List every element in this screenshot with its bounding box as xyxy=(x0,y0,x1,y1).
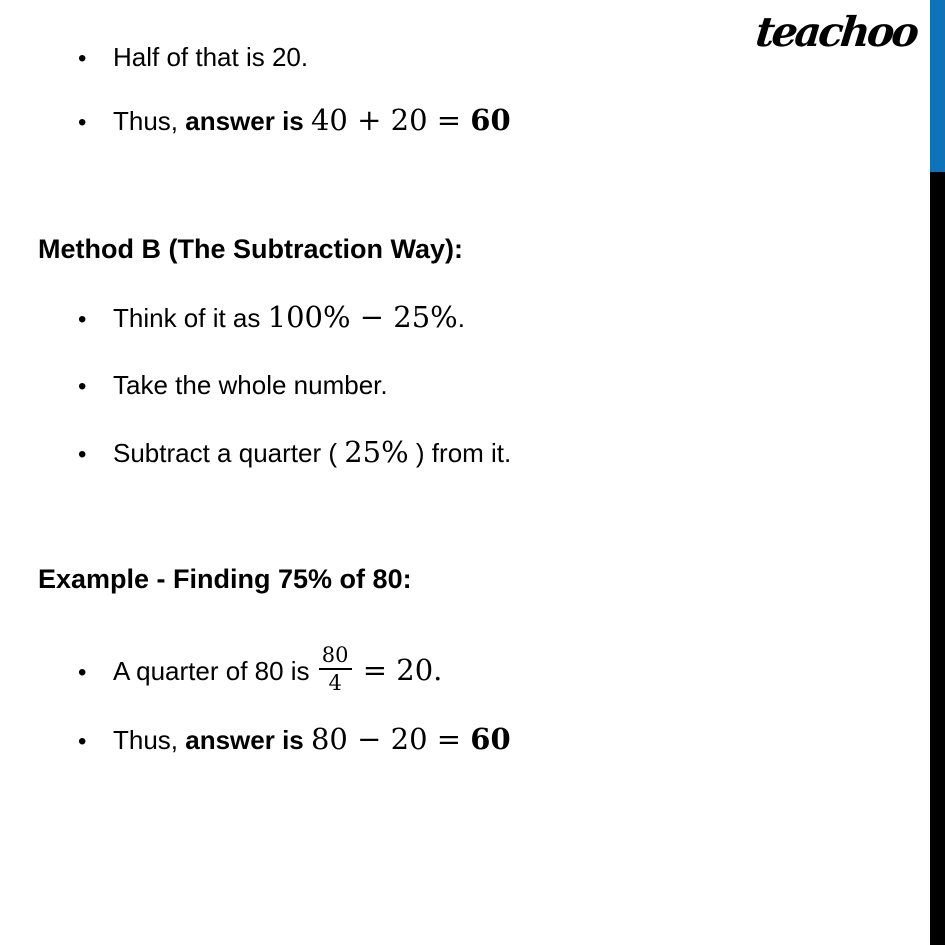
bullet-quarter-of-80 xyxy=(78,643,443,699)
bullet-text-prefix: Think of it as xyxy=(113,303,268,333)
bullet-dot: • xyxy=(78,441,87,468)
bullet-subtract-quarter xyxy=(78,434,511,473)
bullet-dot: • xyxy=(78,45,87,72)
bullet-text: Half of that is 20. xyxy=(113,42,309,72)
math-expression: 25% xyxy=(344,435,409,469)
bullet-answer-40-plus-20 xyxy=(78,102,511,141)
bullet-answer-80-minus-20 xyxy=(78,721,511,760)
bullet-dot: • xyxy=(78,728,87,755)
math-expression: 40 + 20 = xyxy=(310,103,471,137)
bullet-text-suffix: ) from it. xyxy=(408,438,512,468)
fraction-80-over-4 xyxy=(319,643,352,695)
bullet-text: Take the whole number. xyxy=(113,370,388,400)
bullet-dot: • xyxy=(78,373,87,400)
bullet-text-prefix: Subtract a quarter ( xyxy=(113,438,345,468)
bullet-text-bold: answer is xyxy=(185,725,311,755)
math-result: 60 xyxy=(470,103,511,137)
bullet-think-of-it xyxy=(78,299,465,338)
bullet-half-of-that xyxy=(78,39,308,77)
bullet-text-prefix: A quarter of 80 is xyxy=(113,655,310,686)
math-result: 60 xyxy=(470,722,511,756)
math-expression: 80 − 20 = xyxy=(310,722,471,756)
right-accent-bar-black xyxy=(930,172,945,945)
bullet-text-suffix: . xyxy=(457,303,465,333)
heading-example-75-of-80: Example - Finding 75% of 80: xyxy=(38,564,412,594)
right-accent-bar-blue xyxy=(930,0,945,172)
math-expression: 100% − 25% xyxy=(267,300,458,334)
bullet-take-whole-number xyxy=(78,367,388,405)
bullet-dot: • xyxy=(78,658,87,686)
heading-method-b: Method B (The Subtraction Way): xyxy=(38,234,463,264)
bullet-dot: • xyxy=(78,306,87,333)
fraction-numerator: 80 xyxy=(319,643,352,670)
teachoo-logo: teachoo xyxy=(753,8,919,56)
bullet-dot: • xyxy=(78,109,87,136)
fraction-denominator: 4 xyxy=(328,671,342,695)
bullet-text-bold: answer is xyxy=(185,106,311,136)
bullet-text-prefix: Thus, xyxy=(113,725,186,755)
bullet-text-prefix: Thus, xyxy=(113,106,186,136)
math-expression: = 20. xyxy=(353,652,443,687)
